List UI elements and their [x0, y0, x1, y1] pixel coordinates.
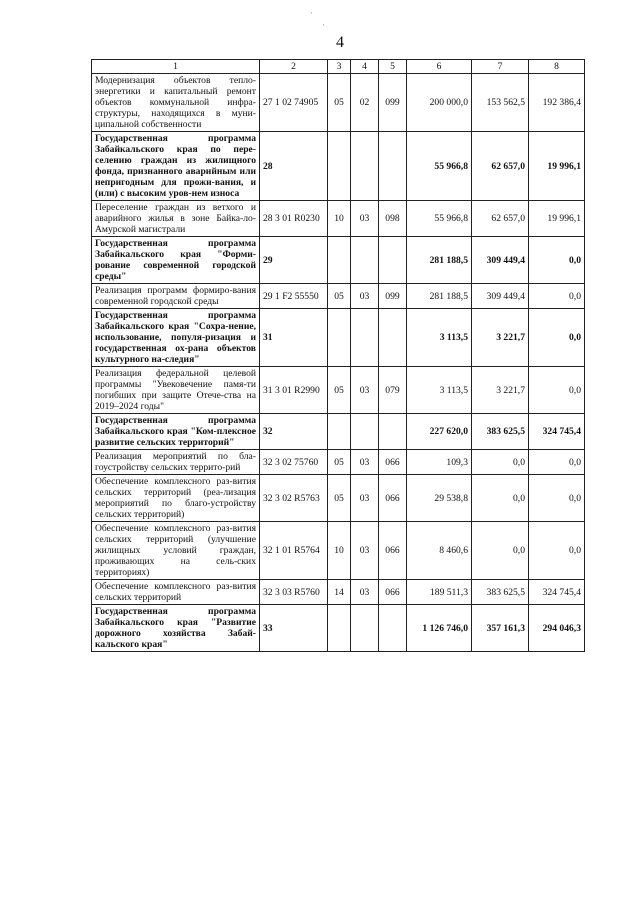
subsection-cell	[351, 414, 379, 450]
table-body	[92, 74, 585, 652]
section-cell	[328, 309, 351, 367]
subsection-cell: 03	[351, 580, 379, 605]
program-name-cell: Обеспечение комплексного раз-вития сельских территорий (реа-лизация мероприятий по благо-устройству сельских территорий)	[92, 475, 260, 522]
section-cell: 10	[328, 522, 351, 580]
section-cell: 05	[328, 284, 351, 309]
table-row	[92, 309, 585, 367]
amount-col6-cell: 55 966,8	[407, 201, 472, 237]
amount-col6-cell: 109,3	[407, 450, 472, 475]
budget-code-cell: 28	[260, 132, 328, 201]
table-row	[92, 74, 585, 132]
amount-col7-cell: 0,0	[472, 475, 529, 522]
subsection-cell: 02	[351, 74, 379, 132]
scan-speck: ·	[322, 20, 325, 30]
header-cell: 6	[407, 60, 472, 74]
header-cell: 4	[351, 60, 379, 74]
header-cell: 3	[328, 60, 351, 74]
amount-col7-cell: 383 625,5	[472, 580, 529, 605]
section-cell: 05	[328, 367, 351, 414]
table-row	[92, 237, 585, 284]
section-cell	[328, 132, 351, 201]
budget-code-cell: 31	[260, 309, 328, 367]
subsection-cell: 03	[351, 367, 379, 414]
budget-code-cell: 29	[260, 237, 328, 284]
amount-col7-cell: 3 221,7	[472, 367, 529, 414]
subsection-cell: 03	[351, 522, 379, 580]
section-cell: 14	[328, 580, 351, 605]
amount-col8-cell: 19 996,1	[529, 201, 585, 237]
program-name-cell: Государственная программа Забайкальского края "Сохра-нение, использование, популя-ризация и государственная ох-рана объектов культурного на-следия"	[92, 309, 260, 367]
table-row	[92, 522, 585, 580]
budget-code-cell: 33	[260, 605, 328, 652]
table-row	[92, 605, 585, 652]
program-name-cell: Обеспечение комплексного раз-вития сельских территорий (улучшение жилищных условий граждан, проживающих на сель-ских территориях)	[92, 522, 260, 580]
program-name-cell: Государственная программа Забайкальского края "Ком-плексное развитие сельских территорий"	[92, 414, 260, 450]
expense-type-cell	[379, 237, 407, 284]
expense-type-cell	[379, 132, 407, 201]
section-cell: 10	[328, 201, 351, 237]
table-row	[92, 284, 585, 309]
header-cell: 8	[529, 60, 585, 74]
budget-code-cell: 27 1 02 74905	[260, 74, 328, 132]
table-row	[92, 367, 585, 414]
table-row	[92, 475, 585, 522]
budget-code-cell: 32 3 02 R5763	[260, 475, 328, 522]
amount-col8-cell: 0,0	[529, 522, 585, 580]
expense-type-cell	[379, 605, 407, 652]
expense-type-cell: 098	[379, 201, 407, 237]
table-row	[92, 450, 585, 475]
amount-col7-cell: 383 625,5	[472, 414, 529, 450]
table-header-row	[92, 60, 585, 74]
amount-col6-cell: 281 188,5	[407, 284, 472, 309]
amount-col8-cell: 0,0	[529, 284, 585, 309]
amount-col6-cell: 8 460,6	[407, 522, 472, 580]
budget-code-cell: 32 3 03 R5760	[260, 580, 328, 605]
program-name-cell: Реализация программ формиро-вания современной городской среды	[92, 284, 260, 309]
subsection-cell: 03	[351, 450, 379, 475]
section-cell	[328, 605, 351, 652]
subsection-cell	[351, 237, 379, 284]
header-cell: 7	[472, 60, 529, 74]
expense-type-cell: 066	[379, 580, 407, 605]
program-name-cell: Государственная программа Забайкальского края "Развитие дорожного хозяйства Забай-кальского края"	[92, 605, 260, 652]
amount-col8-cell: 324 745,4	[529, 414, 585, 450]
program-name-cell: Модернизация объектов тепло-энергетики и капитальный ремонт объектов коммунальной инфра-структуры, находящихся в муни-ципальной собственности	[92, 74, 260, 132]
table-row	[92, 580, 585, 605]
subsection-cell: 03	[351, 284, 379, 309]
amount-col8-cell: 324 745,4	[529, 580, 585, 605]
amount-col7-cell: 0,0	[472, 450, 529, 475]
amount-col7-cell: 309 449,4	[472, 284, 529, 309]
amount-col8-cell: 192 386,4	[529, 74, 585, 132]
expense-type-cell: 099	[379, 74, 407, 132]
section-cell	[328, 414, 351, 450]
amount-col6-cell: 1 126 746,0	[407, 605, 472, 652]
amount-col7-cell: 0,0	[472, 522, 529, 580]
header-cell: 5	[379, 60, 407, 74]
budget-code-cell: 28 3 01 R0230	[260, 201, 328, 237]
header-cell: 1	[92, 60, 260, 74]
amount-col7-cell: 62 657,0	[472, 132, 529, 201]
amount-col6-cell: 227 620,0	[407, 414, 472, 450]
scan-speck: ·	[310, 8, 313, 18]
amount-col7-cell: 309 449,4	[472, 237, 529, 284]
subsection-cell	[351, 132, 379, 201]
program-name-cell: Реализация федеральной целевой программы "Увековечение памя-ти погибших при защите Отече-ства на 2019–2024 годы"	[92, 367, 260, 414]
expense-type-cell: 079	[379, 367, 407, 414]
amount-col6-cell: 200 000,0	[407, 74, 472, 132]
amount-col7-cell: 357 161,3	[472, 605, 529, 652]
amount-col6-cell: 3 113,5	[407, 367, 472, 414]
program-name-cell: Реализация мероприятий по бла-гоустройству сельских террито-рий	[92, 450, 260, 475]
budget-code-cell: 32 1 01 R5764	[260, 522, 328, 580]
amount-col8-cell: 19 996,1	[529, 132, 585, 201]
expense-type-cell	[379, 309, 407, 367]
amount-col6-cell: 281 188,5	[407, 237, 472, 284]
subsection-cell	[351, 605, 379, 652]
amount-col8-cell: 0,0	[529, 367, 585, 414]
budget-code-cell: 31 3 01 R2990	[260, 367, 328, 414]
section-cell: 05	[328, 475, 351, 522]
expense-type-cell: 066	[379, 522, 407, 580]
amount-col8-cell: 294 046,3	[529, 605, 585, 652]
subsection-cell: 03	[351, 201, 379, 237]
budget-code-cell: 29 1 F2 55550	[260, 284, 328, 309]
subsection-cell: 03	[351, 475, 379, 522]
amount-col8-cell: 0,0	[529, 450, 585, 475]
expense-type-cell: 099	[379, 284, 407, 309]
amount-col8-cell: 0,0	[529, 309, 585, 367]
amount-col6-cell: 55 966,8	[407, 132, 472, 201]
table-row	[92, 414, 585, 450]
table-row	[92, 132, 585, 201]
budget-table	[91, 59, 585, 652]
table-row	[92, 201, 585, 237]
amount-col6-cell: 29 538,8	[407, 475, 472, 522]
program-name-cell: Государственная программа Забайкальского края по пере-селению граждан из жилищного фонда, признанного аварийным или непригодным для прожи-вания, и (или) с высоким уров-нем износа	[92, 132, 260, 201]
amount-col8-cell: 0,0	[529, 475, 585, 522]
amount-col7-cell: 153 562,5	[472, 74, 529, 132]
section-cell: 05	[328, 74, 351, 132]
section-cell	[328, 237, 351, 284]
program-name-cell: Переселение граждан из ветхого и аварийного жилья в зоне Байка-ло-Амурской магистрали	[92, 201, 260, 237]
section-cell: 05	[328, 450, 351, 475]
amount-col7-cell: 62 657,0	[472, 201, 529, 237]
amount-col6-cell: 3 113,5	[407, 309, 472, 367]
program-name-cell: Обеспечение комплексного раз-вития сельских территорий	[92, 580, 260, 605]
amount-col8-cell: 0,0	[529, 237, 585, 284]
budget-code-cell: 32	[260, 414, 328, 450]
subsection-cell	[351, 309, 379, 367]
page-number: 4	[336, 34, 344, 51]
expense-type-cell: 066	[379, 450, 407, 475]
program-name-cell: Государственная программа Забайкальского края "Форми-рование современной городской среды"	[92, 237, 260, 284]
header-cell: 2	[260, 60, 328, 74]
expense-type-cell: 066	[379, 475, 407, 522]
expense-type-cell	[379, 414, 407, 450]
amount-col7-cell: 3 221,7	[472, 309, 529, 367]
amount-col6-cell: 189 511,3	[407, 580, 472, 605]
budget-code-cell: 32 3 02 75760	[260, 450, 328, 475]
